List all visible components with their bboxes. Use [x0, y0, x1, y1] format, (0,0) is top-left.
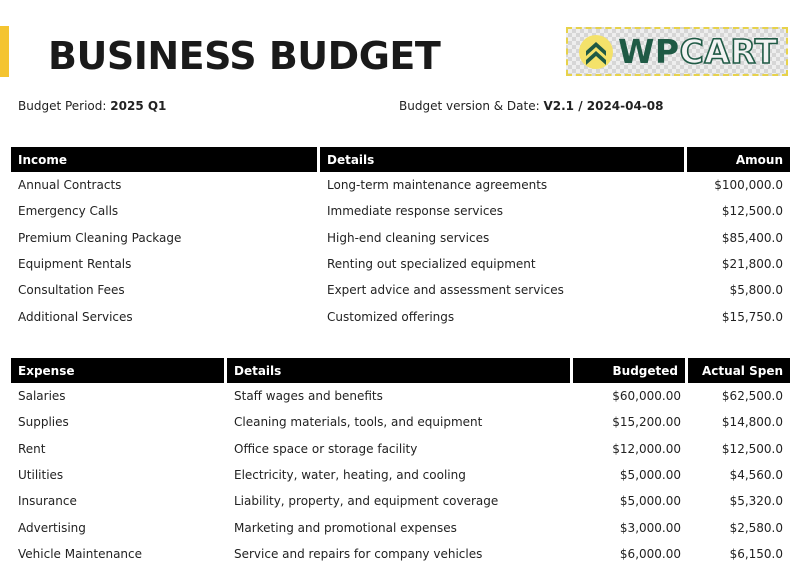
budget-version-label: Budget version & Date:: [399, 99, 540, 113]
table-row: [11, 198, 790, 224]
expense-details-cell: Service and repairs for company vehicles: [234, 546, 483, 561]
expense-actual-cell: $14,800.0: [721, 415, 783, 430]
budget-version: [399, 99, 664, 113]
table-row: [11, 514, 790, 540]
expense-name-cell: Supplies: [18, 415, 69, 430]
page-title: BUSINESS BUDGET: [48, 34, 441, 78]
income-amount-cell: $21,800.0: [721, 257, 783, 272]
expense-actual-cell: $4,560.0: [729, 468, 783, 483]
expense-details-cell: Electricity, water, heating, and cooling: [234, 468, 466, 483]
actual-spend-column-header: Actual Spen: [688, 358, 790, 383]
income-amount-cell: $5,800.0: [729, 283, 783, 298]
expense-actual-cell: $62,500.0: [721, 389, 783, 404]
expense-name-cell: Vehicle Maintenance: [18, 546, 143, 561]
budgeted-column-header: Budgeted: [573, 358, 688, 383]
expense-name-cell: Rent: [18, 441, 46, 456]
expense-table: [11, 358, 790, 567]
income-details-cell: Renting out specialized equipment: [327, 257, 536, 272]
table-row: [11, 172, 790, 198]
budget-period-label: Budget Period:: [18, 99, 107, 113]
budget-period: [18, 99, 166, 113]
table-row: [11, 225, 790, 251]
details-column-header: Details: [320, 147, 687, 172]
table-row: [11, 409, 790, 435]
expense-actual-cell: $12,500.0: [721, 441, 783, 456]
expense-name-cell: Salaries: [18, 389, 66, 404]
expense-details-cell: Office space or storage facility: [234, 441, 418, 456]
table-row: [11, 303, 790, 329]
chevron-up-logo-icon: [578, 34, 614, 70]
expense-budgeted-cell: $3,000.00: [619, 520, 681, 535]
table-row: [11, 383, 790, 409]
income-details-cell: High-end cleaning services: [327, 230, 490, 245]
budget-period-value: 2025 Q1: [110, 99, 167, 113]
income-amount-cell: $85,400.0: [721, 230, 783, 245]
income-name-cell: Additional Services: [18, 309, 133, 324]
table-row: [11, 541, 790, 567]
expense-budgeted-cell: $5,000.00: [619, 468, 681, 483]
income-table: [11, 147, 790, 330]
income-name-cell: Consultation Fees: [18, 283, 125, 298]
expense-details-cell: Staff wages and benefits: [234, 389, 383, 404]
table-row: [11, 277, 790, 303]
expense-details-cell: Cleaning materials, tools, and equipment: [234, 415, 483, 430]
table-row: [11, 251, 790, 277]
table-row: [11, 488, 790, 514]
expense-budgeted-cell: $6,000.00: [619, 546, 681, 561]
expense-actual-cell: $5,320.0: [729, 494, 783, 509]
income-amount-cell: $12,500.0: [721, 204, 783, 219]
expense-actual-cell: $2,580.0: [729, 520, 783, 535]
expense-name-cell: Utilities: [18, 468, 64, 483]
budget-version-value: V2.1 / 2024-04-08: [543, 99, 664, 113]
expense-column-header: Expense: [11, 358, 227, 383]
income-details-cell: Expert advice and assessment services: [327, 283, 564, 298]
expense-details-cell: Marketing and promotional expenses: [234, 520, 457, 535]
income-name-cell: Emergency Calls: [18, 204, 119, 219]
details-column-header: Details: [227, 358, 573, 383]
expense-header-row: [11, 358, 790, 383]
expense-budgeted-cell: $5,000.00: [619, 494, 681, 509]
logo-wordmark: WPCART: [618, 32, 778, 71]
income-name-cell: Annual Contracts: [18, 178, 122, 193]
expense-name-cell: Insurance: [18, 494, 77, 509]
expense-budgeted-cell: $60,000.00: [612, 389, 681, 404]
income-column-header: Income: [11, 147, 320, 172]
expense-budgeted-cell: $12,000.00: [612, 441, 681, 456]
expense-name-cell: Advertising: [18, 520, 86, 535]
title-accent-bar: [0, 26, 9, 77]
expense-actual-cell: $6,150.0: [729, 546, 783, 561]
income-details-cell: Long-term maintenance agreements: [327, 178, 548, 193]
income-name-cell: Premium Cleaning Package: [18, 230, 182, 245]
income-name-cell: Equipment Rentals: [18, 257, 132, 272]
expense-budgeted-cell: $15,200.00: [612, 415, 681, 430]
wpcart-logo: [566, 27, 788, 76]
table-row: [11, 436, 790, 462]
expense-details-cell: Liability, property, and equipment coverage: [234, 494, 499, 509]
income-amount-cell: $15,750.0: [721, 309, 783, 324]
income-header-row: [11, 147, 790, 172]
amount-column-header: Amoun: [687, 147, 790, 172]
income-details-cell: Immediate response services: [327, 204, 504, 219]
table-row: [11, 462, 790, 488]
income-amount-cell: $100,000.0: [714, 178, 783, 193]
income-details-cell: Customized offerings: [327, 309, 455, 324]
